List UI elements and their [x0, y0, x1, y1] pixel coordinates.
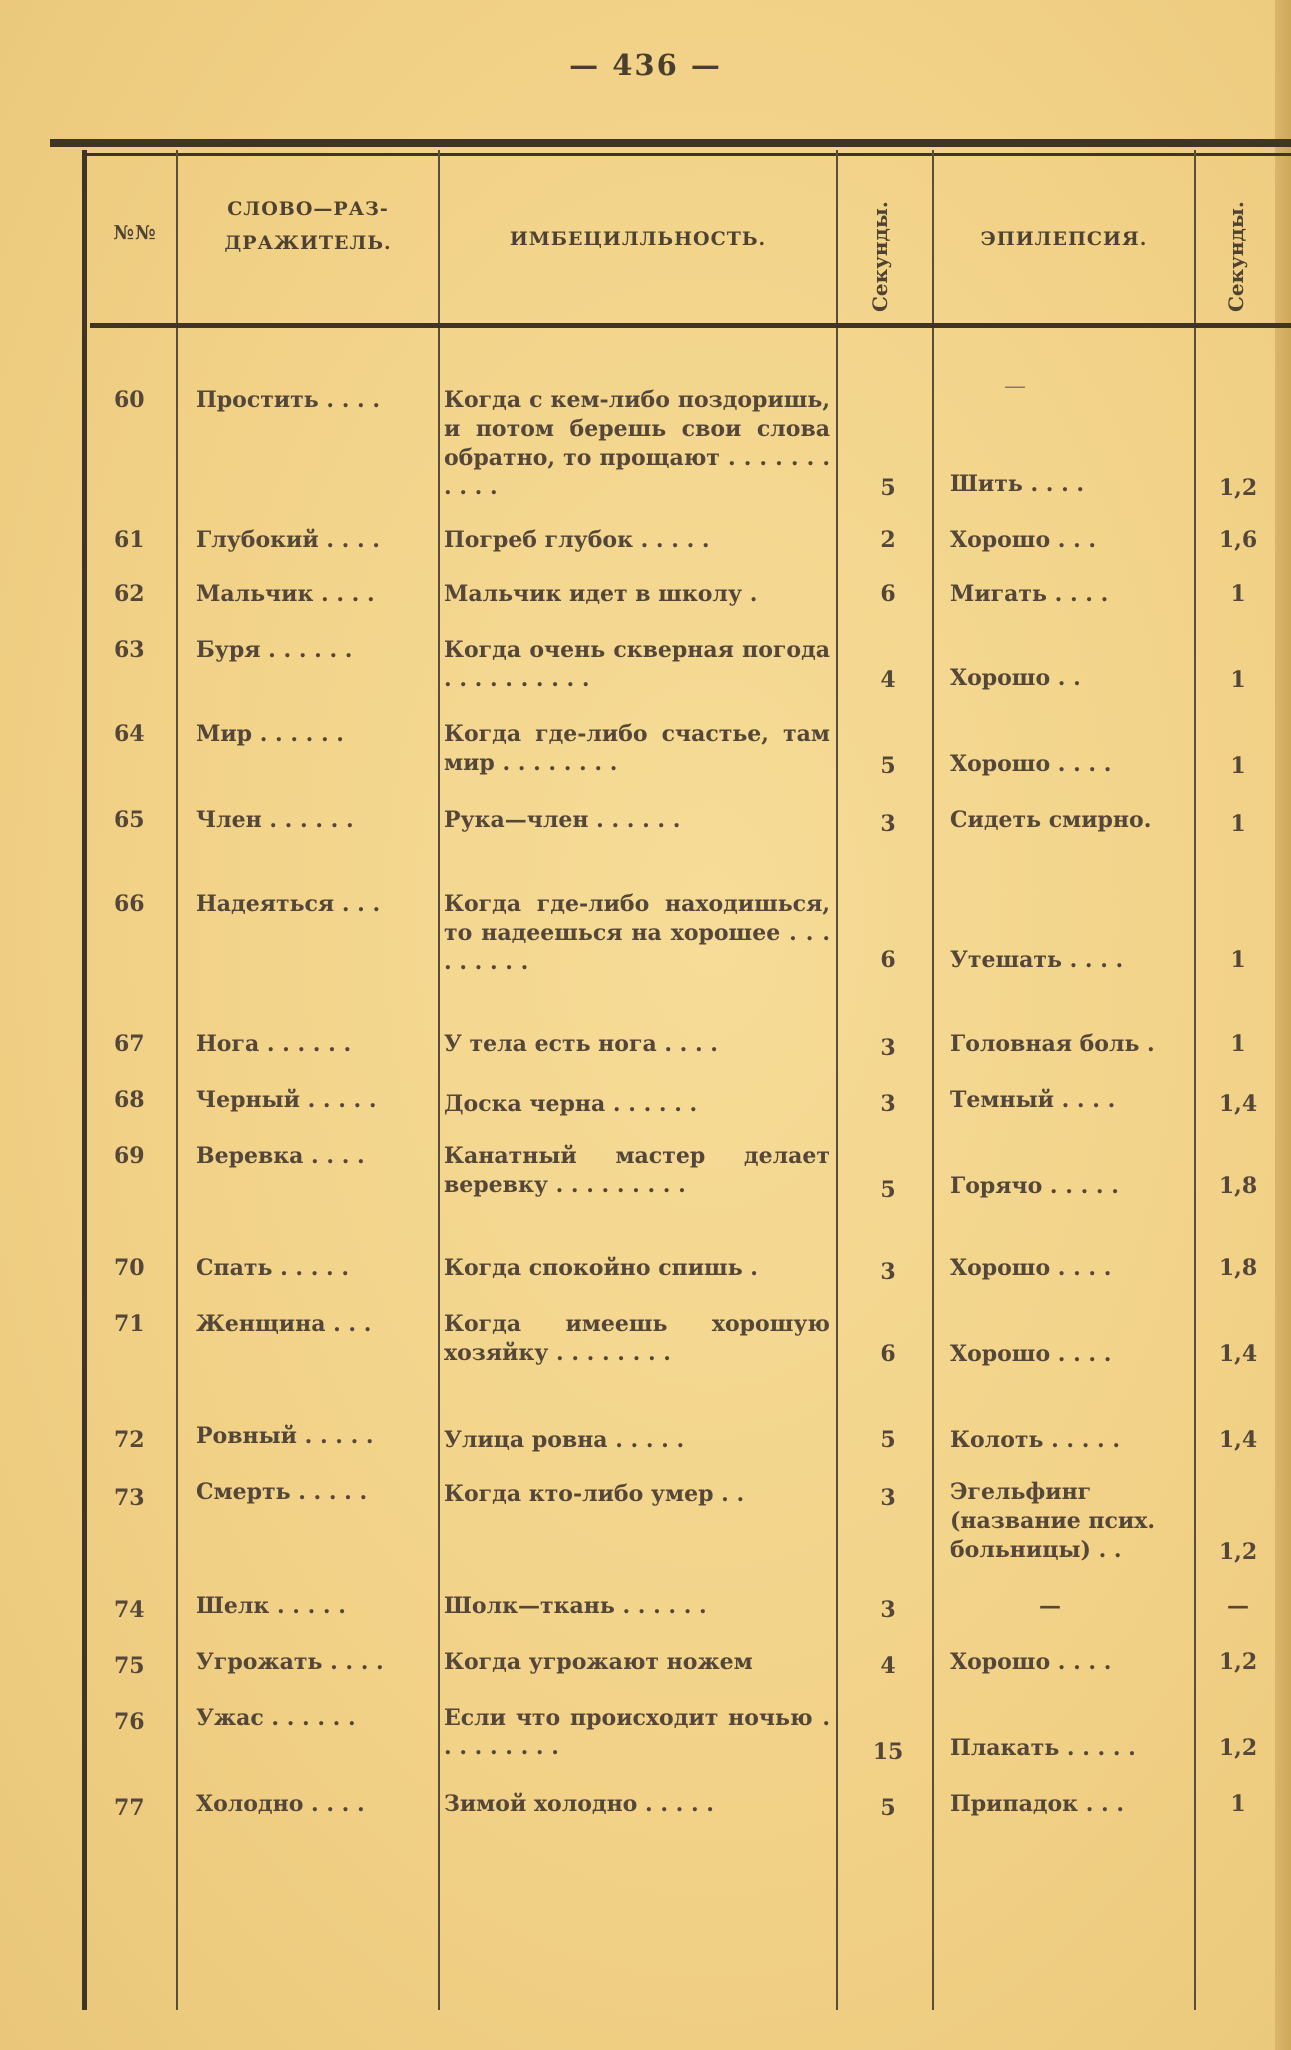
header-bottom-rule: [90, 323, 1291, 328]
row-76-imbecility: Если что происходит ночью . . . . . . . . .: [444, 1705, 830, 1760]
row-70-word: Спать . . . . .: [196, 1255, 350, 1281]
row-73-imbecility: Когда кто-либо умер . .: [444, 1481, 745, 1507]
header-num: №№: [113, 222, 157, 244]
row-68-epilepsy: Темный . . . .: [950, 1087, 1116, 1113]
row-68-seconds1: 3: [880, 1091, 896, 1117]
row-77-num: 77: [114, 1795, 145, 1821]
row-73-num: 73: [114, 1485, 145, 1511]
row-72-seconds1: 5: [880, 1427, 896, 1453]
row-76-epilepsy: Плакать . . . . .: [950, 1735, 1136, 1761]
row-68-imbecility: Доска черна . . . . . .: [444, 1091, 698, 1117]
row-62-seconds1: 6: [880, 581, 896, 607]
row-73-word: Смерть . . . . .: [196, 1479, 368, 1505]
row-66-seconds1: 6: [880, 947, 896, 973]
header-word-line2: ДРАЖИТЕЛЬ.: [224, 232, 392, 254]
header-seconds-1: Секунды.: [868, 201, 892, 312]
row-61-epilepsy: Хорошо . . .: [950, 527, 1097, 553]
row-65-seconds1: 3: [880, 811, 896, 837]
row-65-imbecility: Рука—член . . . . . .: [444, 807, 681, 833]
row-60-word: Простить . . . .: [196, 387, 381, 413]
column-divider: [1194, 150, 1196, 2010]
row-60-epilepsy: Шить . . . .: [950, 471, 1085, 497]
row-67-word: Нога . . . . . .: [196, 1031, 352, 1057]
header-imbecility: ИМБЕЦИЛЛЬНОСТЬ.: [509, 228, 767, 250]
row-72-word: Ровный . . . . .: [196, 1423, 374, 1449]
page-edge: [1275, 0, 1291, 2050]
row-75-word: Угрожать . . . .: [196, 1649, 384, 1675]
row-76-word: Ужас . . . . . .: [196, 1705, 356, 1731]
row-76-seconds1: 15: [872, 1739, 904, 1765]
header-seconds-2: Секунды.: [1224, 201, 1248, 312]
row-64-num: 64: [114, 721, 145, 747]
stray-dash: —: [1004, 374, 1026, 399]
row-77-seconds1: 5: [880, 1795, 896, 1821]
row-61-imbecility: Погреб глубок . . . . .: [444, 527, 710, 553]
row-71-epilepsy: Хорошо . . . .: [950, 1341, 1112, 1367]
column-divider: [836, 150, 838, 2010]
row-62-imbecility: Мальчик идет в школу .: [444, 581, 758, 607]
row-74-word: Шелк . . . . .: [196, 1593, 346, 1619]
row-67-imbecility: У тела есть нога . . . .: [444, 1031, 718, 1057]
row-64-epilepsy: Хорошо . . . .: [950, 751, 1112, 777]
row-75-epilepsy: Хорошо . . . .: [950, 1649, 1112, 1675]
table-left-border: [82, 150, 87, 2010]
row-67-epilepsy: Головная боль .: [950, 1031, 1155, 1057]
header-epilepsy: ЭПИЛЕПСИЯ.: [980, 228, 1148, 250]
row-72-imbecility: Улица ровна . . . . .: [444, 1427, 685, 1453]
row-61-word: Глубокий . . . .: [196, 527, 380, 553]
row-64-seconds2: 1: [1230, 753, 1246, 779]
header-word: [180, 192, 436, 260]
row-66-imbecility: Когда где-либо находишься, то надеешься на хорошее . . . . . . . . .: [444, 891, 830, 975]
table-top-rule-thin: [82, 153, 1291, 156]
column-divider: [438, 150, 440, 2010]
row-75-seconds1: 4: [880, 1653, 896, 1679]
row-67-seconds2: 1: [1230, 1031, 1246, 1057]
row-72-num: 72: [114, 1427, 145, 1453]
row-63-seconds1: 4: [880, 667, 896, 693]
row-63-imbecility: Когда очень скверная погода . . . . . . . . . .: [444, 637, 830, 692]
row-68-word: Черный . . . . .: [196, 1087, 377, 1113]
row-73-epilepsy: Эгельфинг (название псих. больницы) . .: [950, 1479, 1156, 1563]
row-63-epilepsy: Хорошо . .: [950, 665, 1081, 691]
page-number: — 436 —: [569, 48, 722, 82]
row-74-seconds2: —: [1227, 1593, 1249, 1619]
row-71-num: 71: [114, 1311, 145, 1337]
row-76-seconds2: 1,2: [1218, 1735, 1258, 1761]
row-74-seconds1: 3: [880, 1597, 896, 1623]
row-66-seconds2: 1: [1230, 947, 1246, 973]
row-68-num: 68: [114, 1087, 145, 1113]
row-69-epilepsy: Горячо . . . . .: [950, 1173, 1119, 1199]
row-72-epilepsy: Колоть . . . . .: [950, 1427, 1121, 1453]
row-71-seconds1: 6: [880, 1341, 896, 1367]
row-62-seconds2: 1: [1230, 581, 1246, 607]
row-65-seconds2: 1: [1230, 811, 1246, 837]
row-65-epilepsy: Сидеть смирно.: [950, 807, 1152, 833]
row-77-epilepsy: Припадок . . .: [950, 1791, 1125, 1817]
row-61-num: 61: [114, 527, 145, 553]
row-75-seconds2: 1,2: [1218, 1649, 1258, 1675]
row-70-imbecility: Когда спокойно спишь .: [444, 1255, 758, 1281]
row-68-seconds2: 1,4: [1218, 1091, 1258, 1117]
row-65-word: Член . . . . . .: [196, 807, 354, 833]
row-62-num: 62: [114, 581, 145, 607]
row-70-seconds1: 3: [880, 1259, 896, 1285]
row-60-num: 60: [114, 387, 145, 413]
row-61-seconds2: 1,6: [1218, 527, 1258, 553]
row-71-word: Женщина . . .: [196, 1311, 372, 1337]
row-74-num: 74: [114, 1597, 145, 1623]
row-73-seconds2: 1,2: [1218, 1539, 1258, 1565]
row-64-seconds1: 5: [880, 753, 896, 779]
row-77-imbecility: Зимой холодно . . . . .: [444, 1791, 714, 1817]
row-69-word: Веревка . . . .: [196, 1143, 365, 1169]
row-70-num: 70: [114, 1255, 145, 1281]
row-72-seconds2: 1,4: [1218, 1427, 1258, 1453]
row-71-imbecility: Когда имеешь хорошую хозяйку . . . . . . . .: [444, 1311, 830, 1366]
column-divider: [932, 150, 934, 2010]
row-64-word: Мир . . . . . .: [196, 721, 344, 747]
row-67-num: 67: [114, 1031, 145, 1057]
row-66-epilepsy: Утешать . . . .: [950, 947, 1124, 973]
row-74-imbecility: Шолк—ткань . . . . . .: [444, 1593, 707, 1619]
row-62-word: Мальчик . . . .: [196, 581, 375, 607]
row-70-epilepsy: Хорошо . . . .: [950, 1255, 1112, 1281]
row-66-num: 66: [114, 891, 145, 917]
row-69-seconds1: 5: [880, 1177, 896, 1203]
row-65-num: 65: [114, 807, 145, 833]
row-75-num: 75: [114, 1653, 145, 1679]
row-71-seconds2: 1,4: [1218, 1341, 1258, 1367]
row-60-seconds1: 5: [880, 475, 896, 501]
row-69-num: 69: [114, 1143, 145, 1169]
row-73-seconds1: 3: [880, 1485, 896, 1511]
row-76-num: 76: [114, 1709, 145, 1735]
header-word-line1: СЛОВО—РАЗ-: [227, 198, 389, 220]
row-70-seconds2: 1,8: [1218, 1255, 1258, 1281]
row-60-seconds2: 1,2: [1218, 475, 1258, 501]
row-74-epilepsy: —: [1039, 1593, 1061, 1619]
row-63-word: Буря . . . . . .: [196, 637, 353, 663]
row-69-seconds2: 1,8: [1218, 1173, 1258, 1199]
row-62-epilepsy: Мигать . . . .: [950, 581, 1109, 607]
row-67-seconds1: 3: [880, 1035, 896, 1061]
row-77-word: Холодно . . . .: [196, 1791, 365, 1817]
row-77-seconds2: 1: [1230, 1791, 1246, 1817]
row-66-word: Надеяться . . .: [196, 891, 381, 917]
row-63-seconds2: 1: [1230, 667, 1246, 693]
row-61-seconds1: 2: [880, 527, 896, 553]
row-63-num: 63: [114, 637, 145, 663]
row-60-imbecility: Когда с кем-либо поздоришь, и потом берешь свои слова обратно, то прощают . . . . . . . . . . .: [444, 387, 830, 500]
row-75-imbecility: Когда угрожают ножем: [444, 1649, 753, 1675]
row-69-imbecility: Канатный мастер делает веревку . . . . . . . . .: [444, 1143, 830, 1198]
table-top-rule: [50, 139, 1291, 147]
row-64-imbecility: Когда где-либо счастье, там мир . . . . . . . .: [444, 721, 830, 776]
